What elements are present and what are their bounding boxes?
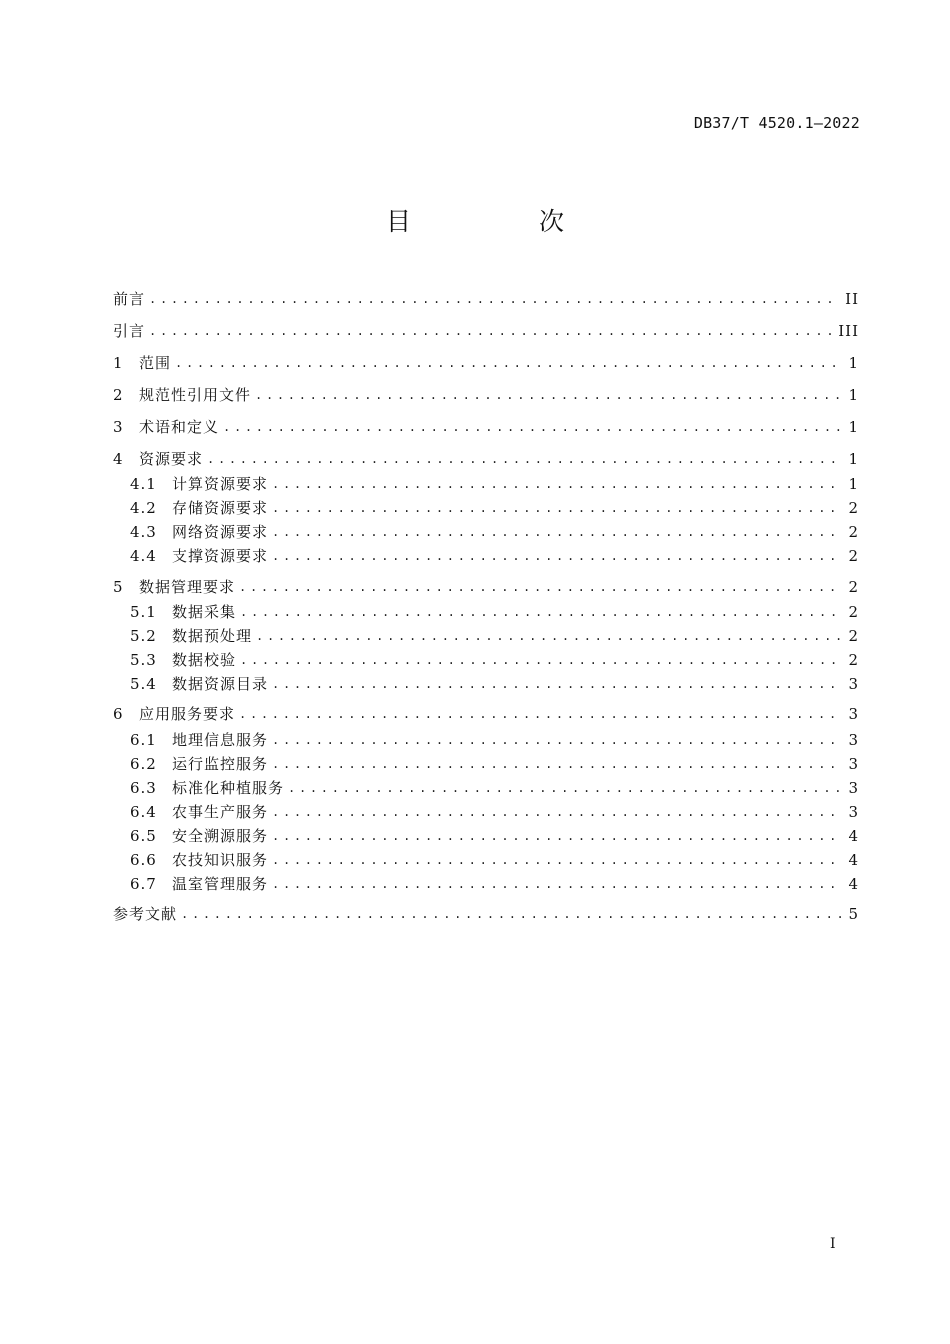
toc-page: 3: [848, 705, 859, 723]
toc-entry[interactable]: [113, 777, 859, 799]
toc-label: 地理信息服务: [172, 731, 269, 749]
toc-label: 规范性引用文件: [139, 386, 252, 404]
toc-label: 引言: [113, 322, 146, 340]
toc-entry[interactable]: [113, 545, 859, 567]
toc-label: 计算资源要求: [172, 475, 269, 493]
toc-number: 6.1: [130, 731, 157, 749]
toc-page: 4: [848, 851, 859, 869]
toc-page: 2: [848, 603, 859, 621]
toc-page: 4: [848, 827, 859, 845]
toc-entry[interactable]: [113, 497, 859, 519]
toc-page: 3: [848, 675, 859, 693]
toc-number: 6.4: [130, 803, 157, 821]
toc-leader: [272, 873, 841, 895]
toc-label: 范围: [139, 354, 172, 372]
toc-number: 4.3: [130, 523, 157, 541]
toc-label: 数据管理要求: [139, 578, 236, 596]
toc-number: 4.4: [130, 547, 157, 565]
toc-label: 农事生产服务: [172, 803, 269, 821]
toc-number: 5.4: [130, 675, 157, 693]
toc-leader: [149, 288, 839, 310]
toc-page: 1: [848, 386, 859, 404]
toc-leader: [239, 703, 841, 725]
toc-entry[interactable]: [113, 673, 859, 695]
toc-entry[interactable]: [113, 729, 859, 751]
toc-number: 6.5: [130, 827, 157, 845]
toc-leader: [240, 601, 841, 623]
toc-label: 支撑资源要求: [172, 547, 269, 565]
toc-page: III: [838, 322, 859, 340]
toc-label: 安全溯源服务: [172, 827, 269, 845]
toc-page: 1: [848, 354, 859, 372]
toc-entry[interactable]: [113, 384, 859, 406]
toc-label: 数据采集: [172, 603, 237, 621]
page-number: I: [830, 1236, 836, 1252]
toc-label: 数据预处理: [172, 627, 253, 645]
toc-number: 4.2: [130, 499, 157, 517]
toc-entry[interactable]: [113, 288, 859, 310]
toc-page: 2: [848, 627, 859, 645]
toc-leader: [149, 320, 832, 342]
toc-leader: [272, 473, 841, 495]
toc-leader: [272, 521, 841, 543]
toc-number: 6: [113, 705, 124, 723]
toc-label: 温室管理服务: [172, 875, 269, 893]
toc-page: 3: [848, 731, 859, 749]
toc-entry[interactable]: [113, 625, 859, 647]
toc-entry[interactable]: [113, 352, 859, 374]
toc-page: 5: [848, 905, 859, 923]
toc-number: 5: [113, 578, 124, 596]
toc-leader: [223, 416, 841, 438]
toc-number: 6.2: [130, 755, 157, 773]
toc-page: 1: [848, 450, 859, 468]
toc-label: 资源要求: [139, 450, 204, 468]
toc-page: 3: [848, 755, 859, 773]
toc-label: 农技知识服务: [172, 851, 269, 869]
toc-page: 1: [848, 418, 859, 436]
toc-leader: [240, 649, 841, 671]
toc-page: 1: [848, 475, 859, 493]
toc-number: 1: [113, 354, 124, 372]
toc-page: 4: [848, 875, 859, 893]
page-title: 目 次: [386, 207, 624, 236]
toc-leader: [239, 576, 841, 598]
toc-page: 3: [848, 779, 859, 797]
toc-page: 2: [848, 523, 859, 541]
toc-page: II: [845, 290, 859, 308]
toc-entry[interactable]: [113, 873, 859, 895]
toc-label: 数据资源目录: [172, 675, 269, 693]
toc-number: 3: [113, 418, 124, 436]
toc-label: 标准化种植服务: [172, 779, 285, 797]
toc-number: 2: [113, 386, 124, 404]
toc-label: 网络资源要求: [172, 523, 269, 541]
toc-page: 2: [848, 499, 859, 517]
toc-page: 2: [848, 547, 859, 565]
toc-leader: [272, 497, 841, 519]
toc-leader: [288, 777, 841, 799]
toc-number: 6.3: [130, 779, 157, 797]
toc-entry[interactable]: [113, 903, 859, 925]
toc-leader: [256, 625, 841, 647]
toc-entry[interactable]: [113, 448, 859, 470]
toc-number: 5.1: [130, 603, 157, 621]
standard-code: DB37/T 4520.1—2022: [693, 114, 860, 132]
toc-label: 应用服务要求: [139, 705, 236, 723]
toc-entry[interactable]: [113, 825, 859, 847]
toc-page: 2: [848, 578, 859, 596]
toc-leader: [255, 384, 841, 406]
toc-number: 5.3: [130, 651, 157, 669]
toc-entry[interactable]: [113, 753, 859, 775]
toc-label: 存储资源要求: [172, 499, 269, 517]
toc-entry[interactable]: [113, 576, 859, 598]
toc-leader: [272, 849, 841, 871]
toc-number: 6.6: [130, 851, 157, 869]
toc-number: 4: [113, 450, 124, 468]
toc-page: 2: [848, 651, 859, 669]
toc-leader: [272, 801, 841, 823]
toc-page: 3: [848, 803, 859, 821]
toc-entry[interactable]: [113, 649, 859, 671]
toc-number: 5.2: [130, 627, 157, 645]
toc-entry[interactable]: [113, 849, 859, 871]
toc-leader: [181, 903, 841, 925]
toc-leader: [175, 352, 841, 374]
toc-leader: [272, 753, 841, 775]
toc-label: 术语和定义: [139, 418, 220, 436]
toc-entry[interactable]: [113, 320, 859, 342]
toc-leader: [272, 729, 841, 751]
toc-label: 前言: [113, 290, 146, 308]
toc-entry[interactable]: [113, 801, 859, 823]
toc-entry[interactable]: [113, 473, 859, 495]
toc-label: 运行监控服务: [172, 755, 269, 773]
toc-label: 参考文献: [113, 905, 178, 923]
toc-leader: [272, 825, 841, 847]
toc-leader: [207, 448, 841, 470]
toc-entry[interactable]: [113, 601, 859, 623]
toc-number: 4.1: [130, 475, 157, 493]
toc-entry[interactable]: [113, 416, 859, 438]
toc-entry[interactable]: [113, 521, 859, 543]
toc-leader: [272, 545, 841, 567]
toc-entry[interactable]: [113, 703, 859, 725]
toc-number: 6.7: [130, 875, 157, 893]
toc-label: 数据校验: [172, 651, 237, 669]
toc-leader: [272, 673, 841, 695]
